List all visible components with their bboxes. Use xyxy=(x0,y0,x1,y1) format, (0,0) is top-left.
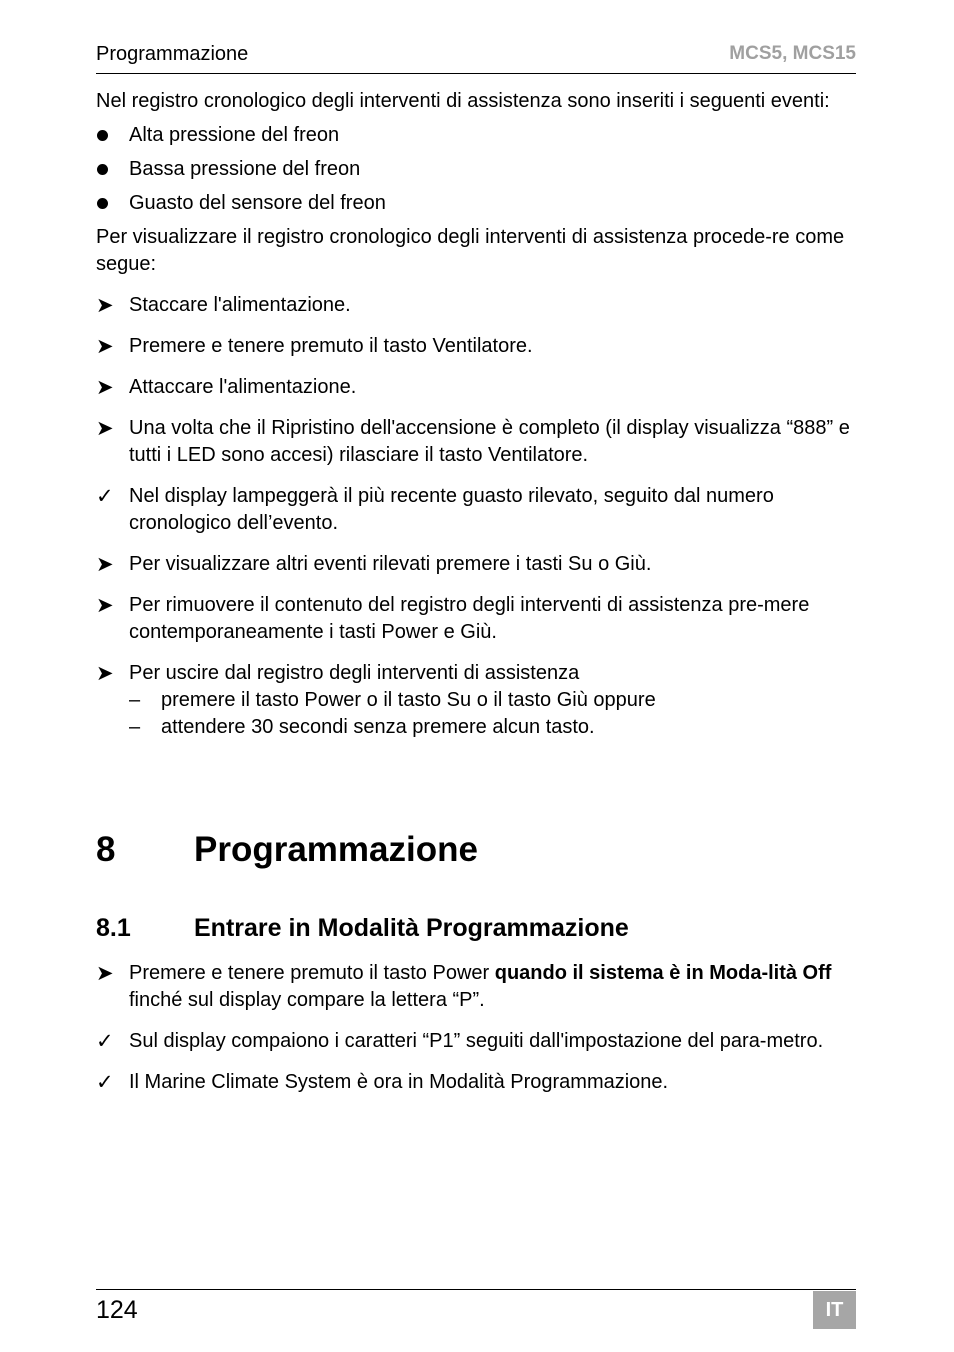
section-title: Programmazione xyxy=(194,830,478,869)
step-result: ✓ Nel display lampeggerà il più recente guasto rilevato, seguito dal numero cronologico dell’evento. xyxy=(96,485,774,534)
page-number: 124 xyxy=(96,1296,138,1324)
step-item: ➤ Per visualizzare altri eventi rilevati premere i tasti Su o Giù. xyxy=(96,553,652,576)
step-item: ➤ Per rimuovere il contenuto del registro degli interventi di assistenza pre-mere contemporaneamente i tasti Power e Giù. xyxy=(96,594,810,643)
section-number: 8 xyxy=(96,830,116,869)
language-badge: IT xyxy=(813,1291,856,1329)
arrow-icon: ➤ xyxy=(96,376,114,399)
subsection-number: 8.1 xyxy=(96,914,131,942)
section-heading xyxy=(96,828,478,872)
subsection-title: Entrare in Modalità Programmazione xyxy=(194,914,629,942)
main-content xyxy=(96,88,856,755)
arrow-icon: ➤ xyxy=(96,662,114,685)
checkmark-icon: ✓ xyxy=(96,485,114,508)
procedure-intro: Per visualizzare il registro cronologico degli interventi di assistenza procede-re come segue: xyxy=(96,226,845,275)
arrow-icon: ➤ xyxy=(96,962,114,985)
checkmark-icon: ✓ xyxy=(96,1071,114,1094)
arrow-icon: ➤ xyxy=(96,335,114,358)
intro-paragraph: Nel registro cronologico degli interventi di assistenza sono inseriti i seguenti eventi: xyxy=(96,90,830,112)
dash-icon: – xyxy=(129,689,141,711)
list-item: Guasto del sensore del freon xyxy=(96,190,856,217)
procedure-steps xyxy=(96,292,856,741)
list-item: Bassa pressione del freon xyxy=(96,156,856,183)
step-item: ➤ Premere e tenere premuto il tasto Ventilatore. xyxy=(96,335,533,358)
arrow-icon: ➤ xyxy=(96,594,114,617)
header-section-title: Programmazione xyxy=(96,43,249,65)
step-result: ✓ Il Marine Climate System è ora in Modalità Programmazione. xyxy=(96,1071,669,1094)
arrow-icon: ➤ xyxy=(96,294,114,317)
bullet-icon xyxy=(97,164,108,175)
step-item: ➤ Staccare l'alimentazione. xyxy=(96,294,351,317)
bullet-icon xyxy=(97,198,108,209)
page-header xyxy=(96,41,856,74)
arrow-icon: ➤ xyxy=(96,417,114,440)
event-list xyxy=(96,122,856,217)
step-item: ➤ Attaccare l'alimentazione. xyxy=(96,376,357,399)
checkmark-icon: ✓ xyxy=(96,1030,114,1053)
page-footer xyxy=(96,1289,856,1330)
header-model: MCS5, MCS15 xyxy=(729,43,856,64)
subsection-heading xyxy=(96,912,629,944)
step-item: ➤ Una volta che il Ripristino dell'accensione è completo (il display visualizza “888” e tutti i LED sono accesi) rilasciare il tasto Ventilatore. xyxy=(96,417,850,466)
sub-item: – premere il tasto Power o il tasto Su o il tasto Giù oppure xyxy=(129,687,856,714)
step-result: ✓ Sul display compaiono i caratteri “P1” seguiti dall'impostazione del para-metro. xyxy=(96,1030,824,1053)
programming-steps xyxy=(96,960,856,1110)
list-item: Alta pressione del freon xyxy=(96,122,856,149)
arrow-icon: ➤ xyxy=(96,553,114,576)
dash-icon: – xyxy=(129,716,141,738)
bullet-icon xyxy=(97,130,108,141)
step-item: ➤ Per uscire dal registro degli interventi di assistenza – premere il tasto Power o il tasto Su o il tasto Giù oppure – attendere 30 secondi senza premere alcun tasto. xyxy=(96,660,856,741)
sub-item: – attendere 30 secondi senza premere alcun tasto. xyxy=(129,714,856,741)
step-item: ➤ Premere e tenere premuto il tasto Power quando il sistema è in Moda-lità Off finché sul display compare la lettera “P”. xyxy=(96,962,832,1011)
